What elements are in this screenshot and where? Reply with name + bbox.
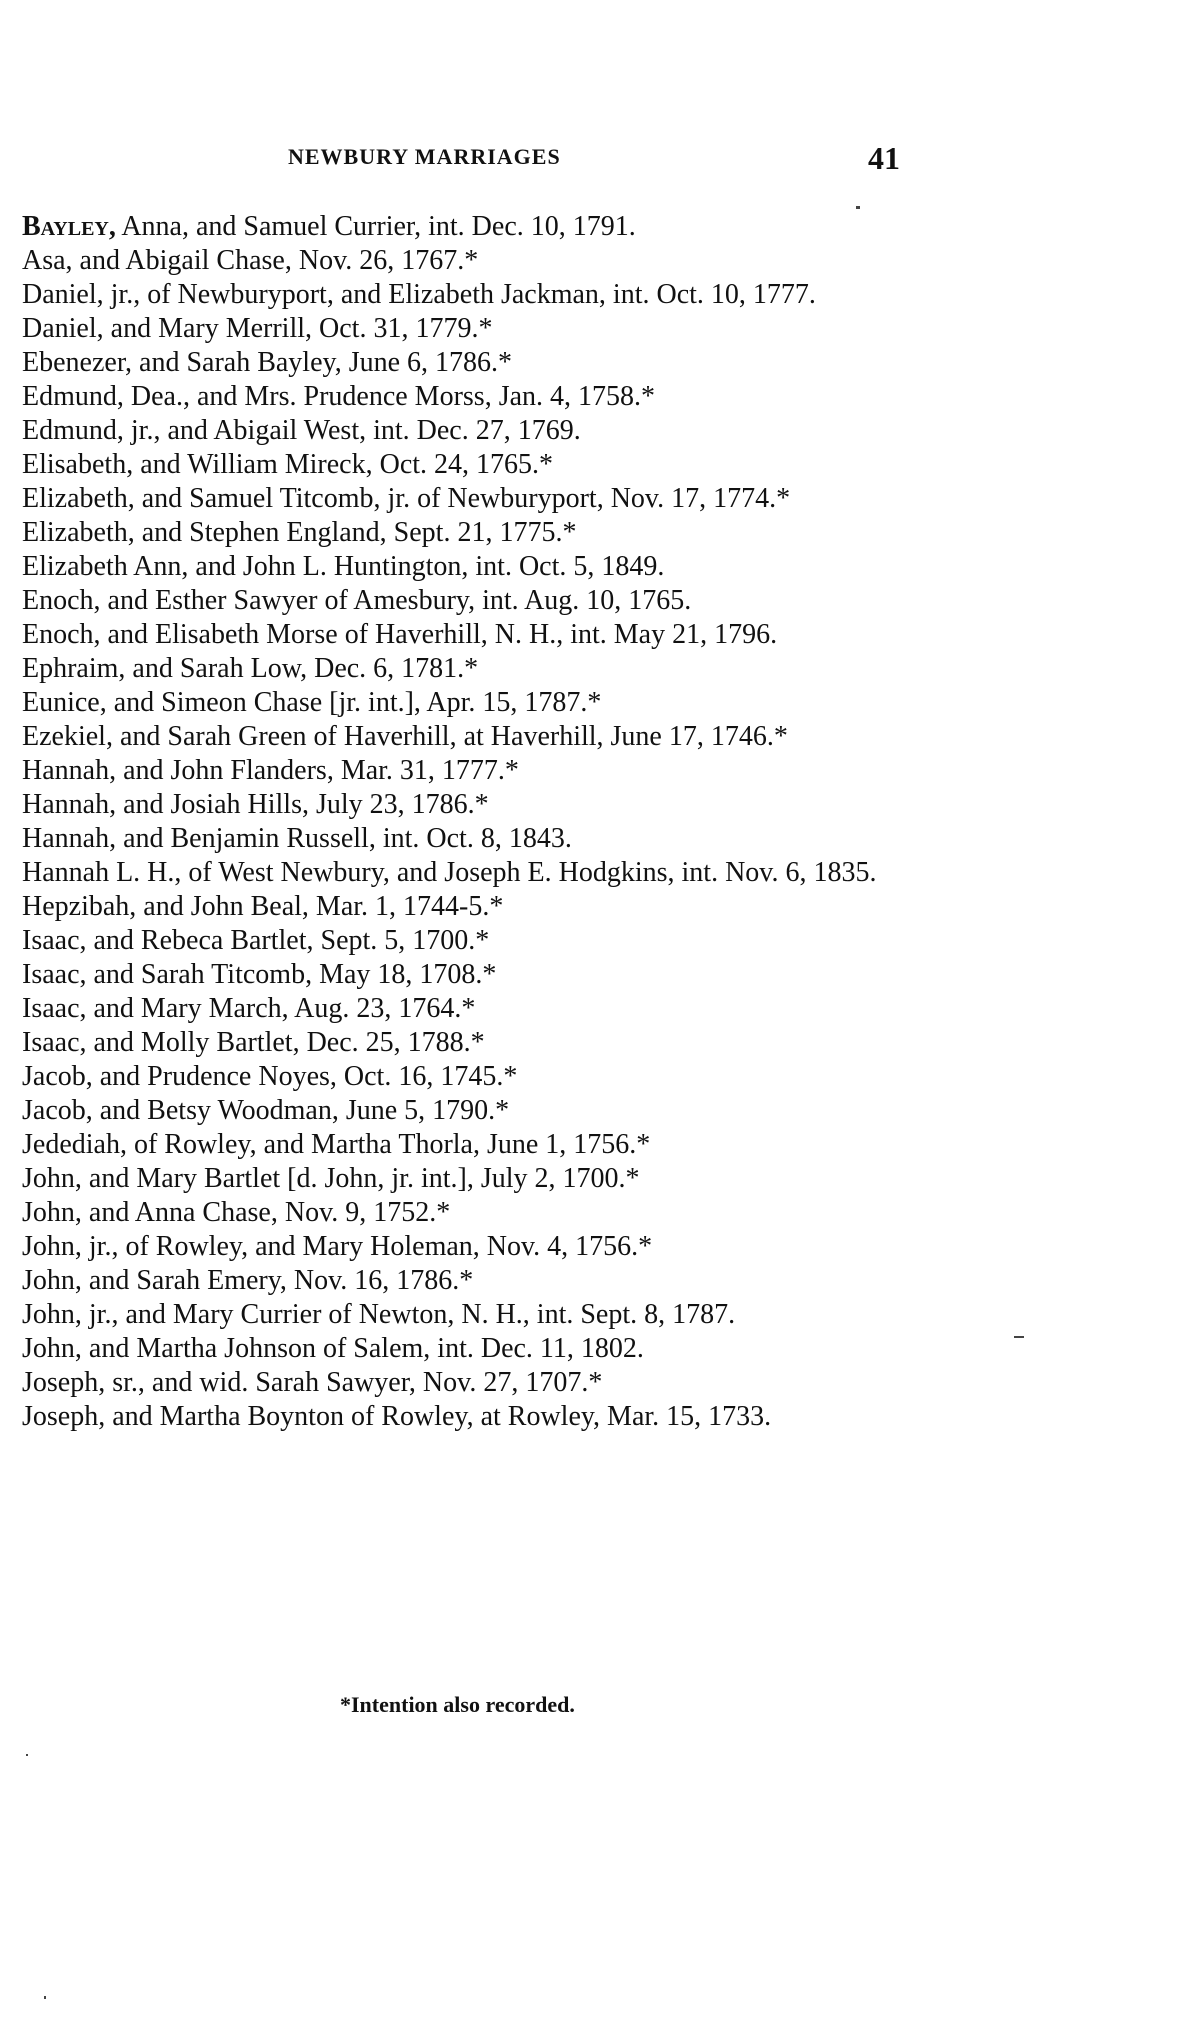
page-number: 41 <box>868 140 900 176</box>
entry-text: John, jr., and Mary Currier of Newton, N. H., int. Sept. 8, 1787. <box>22 1299 736 1330</box>
marriage-entry <box>22 1196 942 1230</box>
entry-text: Eunice, and Simeon Chase [jr. int.], Apr. 15, 1787.* <box>22 687 602 718</box>
marriage-entry <box>22 992 942 1026</box>
marriage-entry <box>22 1060 942 1094</box>
entry-text: Hannah, and Josiah Hills, July 23, 1786.* <box>22 789 489 820</box>
marriage-entry <box>22 448 942 482</box>
marriage-entry <box>22 346 942 380</box>
marriage-entry <box>22 1094 942 1128</box>
footnote: *Intention also recorded. <box>340 1692 575 1717</box>
marriage-entry <box>22 516 942 550</box>
marriage-entry <box>22 550 942 584</box>
entry-text: Joseph, and Martha Boynton of Rowley, at Rowley, Mar. 15, 1733. <box>22 1401 772 1432</box>
marriage-entry <box>22 1264 942 1298</box>
entry-text: John, and Anna Chase, Nov. 9, 1752.* <box>22 1197 451 1228</box>
entry-surname: Bayley, <box>22 211 116 242</box>
marriage-entry <box>22 686 942 720</box>
entry-text: Hannah L. H., of West Newbury, and Joseph E. Hodgkins, int. Nov. 6, 1835. <box>22 857 877 888</box>
marriage-entry <box>22 380 942 414</box>
marriage-entry <box>22 414 942 448</box>
entry-text: John, and Martha Johnson of Salem, int. Dec. 11, 1802. <box>22 1333 644 1364</box>
marriage-entry <box>22 210 942 244</box>
marriage-entry <box>22 754 942 788</box>
entry-text: Jacob, and Prudence Noyes, Oct. 16, 1745.* <box>22 1061 518 1092</box>
entry-text: Isaac, and Molly Bartlet, Dec. 25, 1788.* <box>22 1027 485 1058</box>
entry-text: Hannah, and John Flanders, Mar. 31, 1777.* <box>22 755 519 786</box>
entry-text: Isaac, and Mary March, Aug. 23, 1764.* <box>22 993 476 1024</box>
entry-text: Ezekiel, and Sarah Green of Haverhill, at Haverhill, June 17, 1746.* <box>22 721 788 752</box>
marriage-entry <box>22 822 942 856</box>
scan-speck <box>1014 1336 1024 1338</box>
entry-text: Isaac, and Sarah Titcomb, May 18, 1708.* <box>22 959 497 990</box>
entry-text: John, and Mary Bartlet [d. John, jr. int.], July 2, 1700.* <box>22 1163 640 1194</box>
marriage-entry <box>22 584 942 618</box>
entry-text: Elizabeth Ann, and John L. Huntington, int. Oct. 5, 1849. <box>22 551 665 582</box>
entry-text: John, and Sarah Emery, Nov. 16, 1786.* <box>22 1265 474 1296</box>
entry-text: Enoch, and Elisabeth Morse of Haverhill, N. H., int. May 21, 1796. <box>22 619 778 650</box>
marriage-entry <box>22 958 942 992</box>
entry-text: Elisabeth, and William Mireck, Oct. 24, 1765.* <box>22 449 554 480</box>
entry-text: Jacob, and Betsy Woodman, June 5, 1790.* <box>22 1095 510 1126</box>
marriage-entry <box>22 1026 942 1060</box>
scan-speck <box>856 206 860 209</box>
marriage-entry <box>22 618 942 652</box>
marriage-entry <box>22 1162 942 1196</box>
entry-text: John, jr., of Rowley, and Mary Holeman, Nov. 4, 1756.* <box>22 1231 653 1262</box>
entry-text: Elizabeth, and Samuel Titcomb, jr. of Newburyport, Nov. 17, 1774.* <box>22 483 791 514</box>
marriage-entry <box>22 244 942 278</box>
entry-text: Joseph, sr., and wid. Sarah Sawyer, Nov. 27, 1707.* <box>22 1367 603 1398</box>
entry-text: Jedediah, of Rowley, and Martha Thorla, June 1, 1756.* <box>22 1129 651 1160</box>
entry-text: Daniel, jr., of Newburyport, and Elizabeth Jackman, int. Oct. 10, 1777. <box>22 279 816 310</box>
marriage-entry <box>22 482 942 516</box>
entry-text: Enoch, and Esther Sawyer of Amesbury, int. Aug. 10, 1765. <box>22 585 692 616</box>
entry-text: Asa, and Abigail Chase, Nov. 26, 1767.* <box>22 245 479 276</box>
entry-text: Edmund, jr., and Abigail West, int. Dec. 27, 1769. <box>22 415 581 446</box>
entry-text: Hannah, and Benjamin Russell, int. Oct. 8, 1843. <box>22 823 572 854</box>
entry-text: Isaac, and Rebeca Bartlet, Sept. 5, 1700.* <box>22 925 490 956</box>
running-title: NEWBURY MARRIAGES <box>288 144 561 169</box>
marriage-entry <box>22 1366 942 1400</box>
marriage-entry <box>22 720 942 754</box>
entry-text: Ephraim, and Sarah Low, Dec. 6, 1781.* <box>22 653 479 684</box>
entry-text: Edmund, Dea., and Mrs. Prudence Morss, Jan. 4, 1758.* <box>22 381 656 412</box>
entry-text: Ebenezer, and Sarah Bayley, June 6, 1786.* <box>22 347 513 378</box>
marriage-entry <box>22 1298 942 1332</box>
marriage-entry <box>22 788 942 822</box>
marriage-entry <box>22 312 942 346</box>
marriage-entry <box>22 278 942 312</box>
marriage-entry <box>22 1332 942 1366</box>
scan-speck <box>26 1754 28 1756</box>
marriage-entry <box>22 924 942 958</box>
marriage-entry <box>22 1230 942 1264</box>
marriage-entries-list <box>22 210 942 1434</box>
marriage-entry <box>22 652 942 686</box>
marriage-entry <box>22 1128 942 1162</box>
entry-text: Elizabeth, and Stephen England, Sept. 21, 1775.* <box>22 517 577 548</box>
marriage-entry <box>22 890 942 924</box>
entry-text: Anna, and Samuel Currier, int. Dec. 10, 1791. <box>115 211 636 242</box>
entry-text: Daniel, and Mary Merrill, Oct. 31, 1779.* <box>22 313 493 344</box>
scan-speck <box>44 1996 46 1999</box>
marriage-entry <box>22 856 942 890</box>
entry-text: Hepzibah, and John Beal, Mar. 1, 1744-5.* <box>22 891 504 922</box>
marriage-entry <box>22 1400 942 1434</box>
